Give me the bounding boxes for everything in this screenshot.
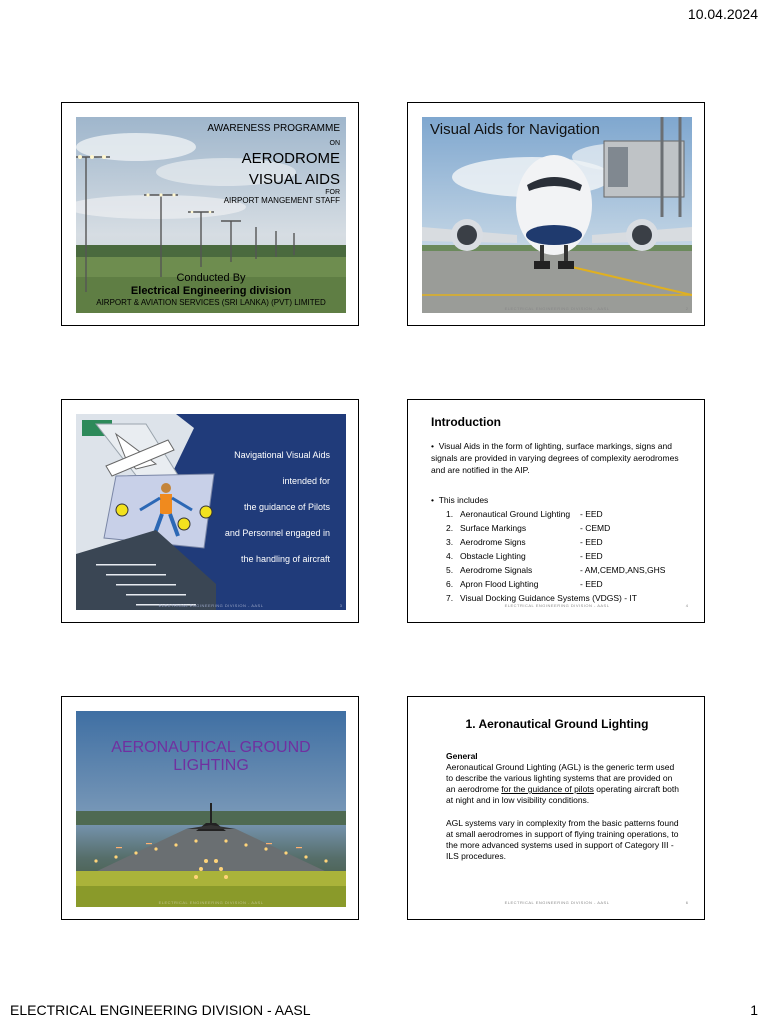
paragraph-1 [446, 762, 682, 806]
item-number: 3. [446, 537, 454, 547]
slide-4-thumbnail[interactable] [407, 399, 705, 623]
intro-bullet [431, 440, 681, 476]
print-date: 10.04.2024 [687, 6, 758, 22]
presenter-block [76, 272, 346, 307]
company-label: AIRPORT & AVIATION SERVICES (SRI LANKA) (PVT) LIMITED [96, 298, 326, 307]
slide-footer: ELECTRICAL ENGINEERING DIVISION - AASL [504, 603, 610, 608]
item-division: - CEMD [580, 523, 611, 533]
slide-text [225, 442, 330, 572]
includes-text: This includes [438, 495, 489, 505]
main-title-line-1: AERODROME [241, 150, 340, 167]
intro-text: Visual Aids in the form of lighting, surface markings, signs and signals are provided in varying degrees of complexity aerodromes and are notified in the AIP. [431, 441, 679, 475]
slide-6-thumbnail[interactable] [407, 696, 705, 920]
includes-bullet [431, 494, 488, 506]
list-item [446, 578, 686, 592]
paragraph-1-start: Aeronautical Ground Lighting (AGL) is the generic term used to describe the various lighting systems that are provided on an aerodrome [446, 762, 675, 794]
slide-number: 3 [339, 603, 342, 608]
slide-footer: ELECTRICAL ENGINEERING DIVISION - AASL [158, 603, 264, 608]
item-number: 2. [446, 523, 454, 533]
paragraph-1-end: operating aircraft both at night and in low visibility conditions. [446, 784, 679, 805]
bullet-dot: • [431, 495, 439, 505]
slide-body [446, 751, 682, 862]
item-division: - EED [580, 579, 603, 589]
text-line-1: Navigational Visual Aids [234, 450, 330, 460]
slide-title: AERONAUTICAL GROUND LIGHTING [111, 739, 311, 774]
list-item [446, 564, 686, 578]
page-footer-label: ELECTRICAL ENGINEERING DIVISION - AASL [10, 1002, 311, 1018]
item-number: 7. [446, 593, 454, 603]
item-name: Surface Markings [460, 523, 527, 533]
bullet-dot: • [431, 441, 439, 451]
text-line-5: the handling of aircraft [240, 554, 330, 564]
slide-title: Visual Aids for Navigation [430, 121, 600, 138]
for-label: FOR [325, 189, 340, 196]
on-label: ON [329, 140, 340, 147]
section-heading: General [446, 751, 478, 761]
list-item [446, 536, 686, 550]
marshalling-illustration [76, 414, 226, 610]
item-name: Aerodrome Signs [460, 537, 526, 547]
list-item [446, 550, 686, 564]
item-division: - AM,CEMD,ANS,GHS [580, 565, 666, 575]
introduction-slide [422, 414, 692, 610]
main-title-line-2: VISUAL AIDS [248, 171, 340, 188]
slide-5-thumbnail[interactable] [61, 696, 359, 920]
item-name: Aeronautical Ground Lighting [460, 509, 571, 519]
title-block [207, 123, 340, 205]
item-name: Visual Docking Guidance Systems (VDGS) - IT [460, 593, 637, 603]
item-number: 5. [446, 565, 454, 575]
item-division: - EED [580, 537, 603, 547]
text-line-2: intended for [282, 476, 330, 486]
list-item [446, 522, 686, 536]
slide-3-thumbnail[interactable] [61, 399, 359, 623]
page-number: 1 [750, 1002, 758, 1018]
slide-1-thumbnail[interactable] [61, 102, 359, 326]
item-division: - EED [580, 509, 603, 519]
item-number: 6. [446, 579, 454, 589]
text-line-4: and Personnel engaged in [224, 528, 330, 538]
item-division: - EED [580, 551, 603, 561]
underlined-phrase: for the guidance of pilots [501, 784, 594, 794]
slide-footer: ELECTRICAL ENGINEERING DIVISION - AASL [504, 306, 610, 311]
slide-2-thumbnail[interactable] [407, 102, 705, 326]
slide-footer: ELECTRICAL ENGINEERING DIVISION - AASL [158, 900, 264, 905]
slide-number: 6 [685, 900, 688, 905]
item-name: Aerodrome Signals [460, 565, 533, 575]
text-line-3: the guidance of Pilots [243, 502, 330, 512]
division-label: Electrical Engineering division [130, 285, 292, 297]
slide-title: Introduction [431, 415, 501, 429]
item-name: Obstacle Lighting [460, 551, 526, 561]
item-number: 1. [446, 509, 454, 519]
conducted-by-label: Conducted By [176, 272, 246, 284]
slide-number: 2 [685, 306, 688, 311]
slide-number: 4 [685, 603, 688, 608]
slide-footer: ELECTRICAL ENGINEERING DIVISION - AASL [504, 900, 610, 905]
item-name: Apron Flood Lighting [460, 579, 539, 589]
list-item [446, 508, 686, 522]
aircraft-at-gate-photo [422, 117, 692, 313]
item-number: 4. [446, 551, 454, 561]
paragraph-2: AGL systems vary in complexity from the basic patterns found at small aerodromes in support of flying training operations, to the more advanced systems used in support of Category III - ILS procedures. [446, 818, 679, 861]
visual-aids-list [446, 508, 686, 606]
programme-label: AWARENESS PROGRAMME [207, 123, 340, 134]
audience-label: AIRPORT MANGEMENT STAFF [223, 196, 340, 205]
slide-title: 1. Aeronautical Ground Lighting [465, 717, 649, 731]
